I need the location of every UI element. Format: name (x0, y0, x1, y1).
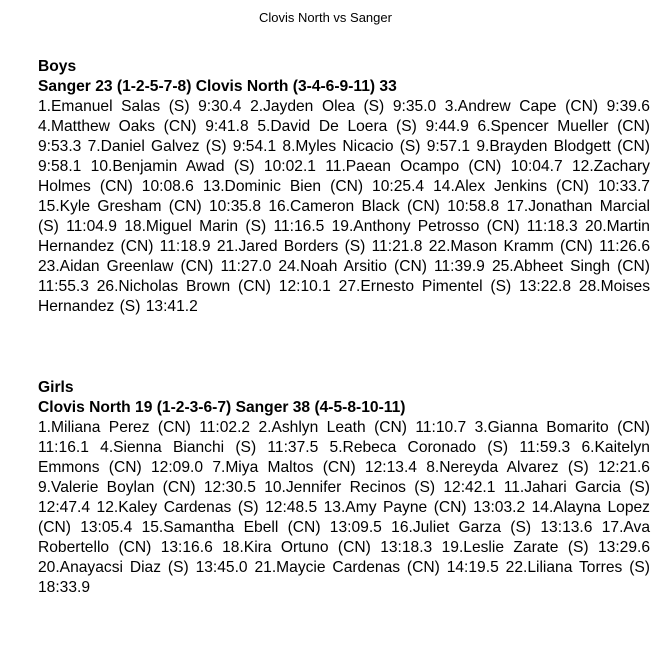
result-entry: 27.Ernesto Pimentel (S) 13:22.8 (338, 278, 572, 295)
result-entry: 9.Brayden Blodgett (CN) 9:58.1 (38, 138, 650, 175)
result-entry: 3.Andrew Cape (CN) 9:39.6 (444, 98, 650, 115)
result-entry: 14.Alayna Lopez (CN) 13:05.4 (38, 499, 650, 536)
result-entry: 5.Rebeca Coronado (S) 11:59.3 (329, 439, 571, 456)
result-entry: 7.Daniel Galvez (S) 9:54.1 (87, 138, 277, 155)
result-entry: 1.Miliana Perez (CN) 11:02.2 (38, 419, 251, 436)
result-entry: 15.Samantha Ebell (CN) 13:09.5 (141, 519, 382, 536)
result-entry: 22.Mason Kramm (CN) 11:26.6 (428, 238, 650, 255)
girls-section (38, 378, 650, 598)
result-entry: 3.Gianna Bomarito (CN) 11:16.1 (38, 419, 650, 456)
result-entry: 7.Miya Maltos (CN) 12:13.4 (212, 459, 417, 476)
result-entry: 25.Abheet Singh (CN) 11:55.3 (38, 258, 651, 295)
result-entry: 18.Miguel Marin (S) 11:16.5 (124, 218, 325, 235)
result-entry: 11.Paean Ocampo (CN) 10:04.7 (325, 158, 563, 175)
page-title: Clovis North vs Sanger (259, 10, 392, 25)
result-entry: 1.Emanuel Salas (S) 9:30.4 (38, 98, 242, 115)
girls-heading: Girls (38, 379, 74, 396)
result-entry: 21.Maycie Cardenas (CN) 14:19.5 (254, 559, 499, 576)
result-entry: 13.Amy Payne (CN) 13:03.2 (323, 499, 526, 516)
boys-section (38, 57, 650, 317)
result-entry: 13.Dominic Bien (CN) 10:25.4 (202, 178, 425, 195)
result-entry: 20.Martin Hernandez (CN) 11:18.9 (38, 218, 650, 255)
result-entry: 21.Jared Borders (S) 11:21.8 (216, 238, 423, 255)
result-entry: 2.Jayden Olea (S) 9:35.0 (250, 98, 437, 115)
girls-results-list (38, 418, 650, 598)
result-entry: 12.Zachary Holmes (CN) 10:08.6 (38, 158, 650, 195)
result-entry: 16.Juliet Garza (S) 13:13.6 (391, 519, 593, 536)
result-entry: 5.David De Loera (S) 9:44.9 (257, 118, 469, 135)
girls-team-score: Clovis North 19 (1-2-3-6-7) Sanger 38 (4-5-8-10-11) (38, 399, 406, 416)
result-entry: 9.Valerie Boylan (CN) 12:30.5 (38, 479, 256, 496)
result-entry: 2.Ashlyn Leath (CN) 11:10.7 (258, 419, 467, 436)
result-entry: 18.Kira Ortuno (CN) 13:18.3 (222, 539, 433, 556)
result-entry: 10.Jennifer Recinos (S) 12:42.1 (264, 479, 496, 496)
result-entry: 11.Jahari Garcia (S) 12:47.4 (38, 479, 650, 516)
boys-results-list (38, 97, 650, 317)
result-entry: 19.Leslie Zarate (S) 13:29.6 (441, 539, 650, 556)
result-entry: 6.Spencer Mueller (CN) 9:53.3 (38, 118, 650, 155)
result-entry: 8.Nereyda Alvarez (S) 12:21.6 (426, 459, 650, 476)
result-entry: 17.Jonathan Marcial (S) 11:04.9 (38, 198, 650, 235)
result-entry: 4.Matthew Oaks (CN) 9:41.8 (38, 118, 249, 135)
result-entry: 8.Myles Nicacio (S) 9:57.1 (282, 138, 471, 155)
result-entry: 16.Cameron Black (CN) 10:58.8 (268, 198, 500, 215)
result-entry: 12.Kaley Cardenas (S) 12:48.5 (96, 499, 318, 516)
result-entry: 6.Kaitelyn Emmons (CN) 12:09.0 (38, 439, 650, 476)
result-entry: 20.Anayacsi Diaz (S) 13:45.0 (38, 559, 248, 576)
result-entry: 28.Moises Hernandez (S) 13:41.2 (38, 278, 650, 315)
result-entry: 19.Anthony Petrosso (CN) 11:18.3 (331, 218, 578, 235)
result-entry: 14.Alex Jenkins (CN) 10:33.7 (433, 178, 650, 195)
result-entry: 26.Nicholas Brown (CN) 12:10.1 (96, 278, 331, 295)
result-entry: 15.Kyle Gresham (CN) 10:35.8 (38, 198, 262, 215)
result-entry: 24.Noah Arsitio (CN) 11:39.9 (278, 258, 485, 275)
result-entry: 10.Benjamin Awad (S) 10:02.1 (90, 158, 316, 175)
result-entry: 23.Aidan Greenlaw (CN) 11:27.0 (38, 258, 272, 275)
result-entry: 17.Ava Robertello (CN) 13:16.6 (38, 519, 651, 556)
boys-heading: Boys (38, 58, 77, 75)
boys-team-score: Sanger 23 (1-2-5-7-8) Clovis North (3-4-6-9-11) 33 (38, 78, 397, 95)
result-entry: 4.Sienna Bianchi (S) 11:37.5 (100, 439, 319, 456)
result-entry: 22.Liliana Torres (S) 18:33.9 (38, 559, 650, 596)
